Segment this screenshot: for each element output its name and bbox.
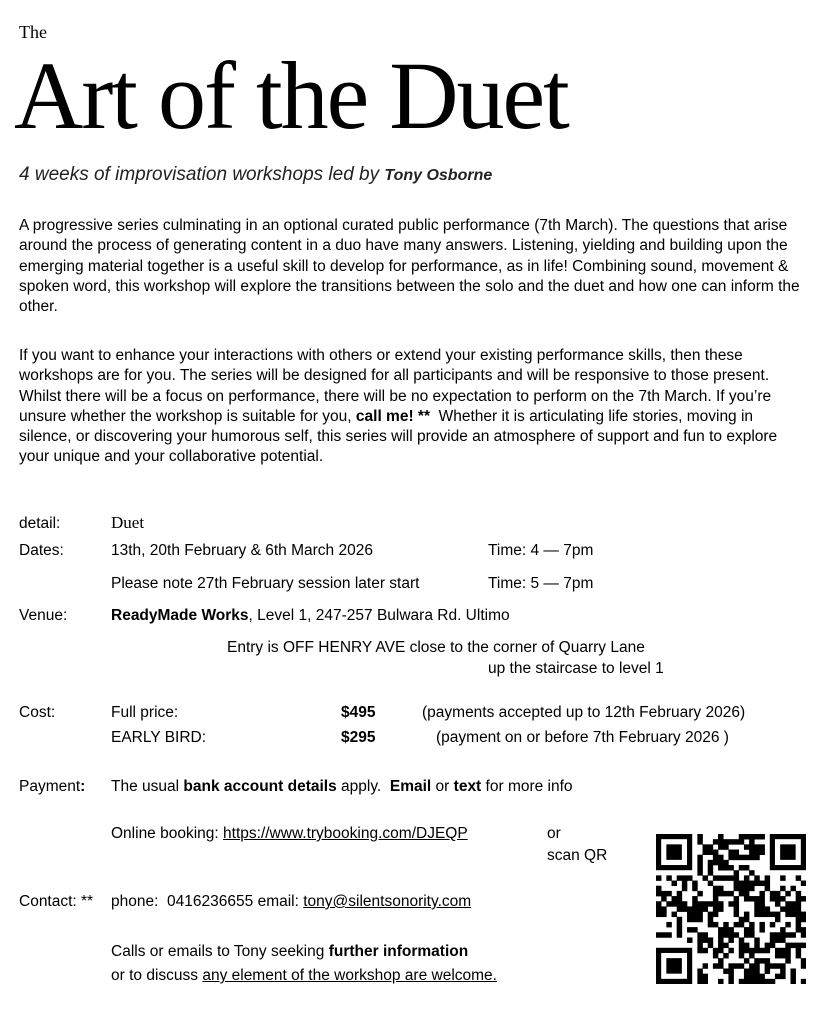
subtitle-text: 4 weeks of improvisation workshops led by bbox=[19, 164, 380, 185]
session-note: Please note 27th February session later start bbox=[111, 575, 420, 592]
contact-text-2: or to discuss bbox=[111, 967, 199, 984]
venue-value bbox=[111, 607, 510, 625]
p2-text-a: If you want to enhance your interactions with others or extend your existing performance skills, then these workshops are for you. The series will be designed for all participants and will be responsive to those present. Whilst there will be a focus on performance, there will be no expectation to perform on the 7th March. If you’re unsure whether the workshop is suitable for you, bbox=[19, 347, 772, 425]
scan-qr-text: scan QR bbox=[547, 847, 608, 864]
payment-label bbox=[19, 778, 85, 796]
full-price: $495 bbox=[341, 704, 376, 721]
phone-label: phone: bbox=[111, 893, 159, 910]
payment-info bbox=[111, 778, 573, 796]
contact-label: Contact: ** bbox=[19, 893, 94, 910]
contact-text-underlined: any element of the workshop are welcome. bbox=[202, 967, 497, 984]
venue-label: Venue: bbox=[19, 607, 68, 624]
booking-or: or bbox=[547, 825, 561, 842]
online-booking bbox=[111, 825, 468, 843]
payment-text-3: or bbox=[435, 778, 450, 795]
dates-value: 13th, 20th February & 6th March 2026 bbox=[111, 542, 373, 559]
contact-info bbox=[111, 893, 471, 911]
payment-text-1: The usual bbox=[111, 778, 180, 795]
payment-colon: : bbox=[80, 778, 86, 795]
subtitle bbox=[19, 164, 492, 186]
qr-code[interactable] bbox=[656, 834, 806, 984]
contact-line-2 bbox=[111, 967, 497, 985]
early-bird-price: $295 bbox=[341, 729, 376, 746]
contact-text-1: Calls or emails to Tony seeking bbox=[111, 943, 325, 960]
entry-line-1: Entry is OFF HENRY AVE close to the corner of Quarry Lane bbox=[227, 639, 645, 656]
venue-address: , Level 1, 247-257 Bulwara Rd. Ultimo bbox=[248, 607, 510, 624]
leader-name: Tony Osborne bbox=[384, 167, 493, 184]
phone-number: 0416236655 bbox=[167, 893, 254, 910]
cost-label: Cost: bbox=[19, 704, 56, 721]
intro-paragraph-1: A progressive series culminating in an optional curated public performance (7th March). The questions that arise around the process of generating content in a duo have many answers. Listening, yielding and building upon the emerging material together is a useful skill to develop for performance, as in life! Combining sound, movement & spoken word, this workshop will explore the transitions between the solo and the duet and how one can inform the other. bbox=[19, 217, 800, 316]
early-bird-label: EARLY BIRD: bbox=[111, 729, 207, 746]
time-1: Time: 4 — 7pm bbox=[488, 542, 594, 559]
full-price-label: Full price: bbox=[111, 704, 179, 721]
payment-text-2: apply. bbox=[341, 778, 382, 795]
intro-paragraph-2 bbox=[19, 346, 809, 468]
p2-text-b: Whether it is articulating life stories, moving in silence, or discovering your humorous self, this series will provide an atmosphere of support and fun to explore your unique and your collaborative potential. bbox=[19, 407, 778, 466]
bank-details: bank account details bbox=[183, 778, 337, 795]
payment-label-text: Payment bbox=[19, 778, 81, 795]
email-link[interactable]: tony@silentsonority.com bbox=[303, 893, 472, 910]
booking-link[interactable]: https://www.trybooking.com/DJEQP bbox=[223, 825, 468, 842]
email-word: Email bbox=[389, 778, 432, 795]
entry-line-2: up the staircase to level 1 bbox=[488, 660, 664, 677]
early-bird-note: (payment on or before 7th February 2026 ) bbox=[436, 729, 729, 746]
page-title: Art of the Duet bbox=[14, 42, 568, 149]
detail-label: detail: bbox=[19, 515, 61, 532]
call-me: call me! ** bbox=[355, 407, 430, 425]
email-label: email: bbox=[257, 893, 299, 910]
text-word: text bbox=[453, 778, 482, 795]
further-info: further information bbox=[328, 943, 469, 960]
time-2: Time: 5 — 7pm bbox=[488, 575, 594, 592]
venue-name: ReadyMade Works bbox=[111, 607, 249, 624]
detail-value: Duet bbox=[111, 513, 145, 532]
full-price-note: (payments accepted up to 12th February 2026) bbox=[422, 704, 746, 721]
dates-label: Dates: bbox=[19, 542, 64, 559]
booking-label: Online booking: bbox=[111, 825, 219, 842]
contact-line-1 bbox=[111, 943, 468, 961]
pre-title: The bbox=[19, 22, 47, 42]
payment-text-4: for more info bbox=[485, 778, 573, 795]
